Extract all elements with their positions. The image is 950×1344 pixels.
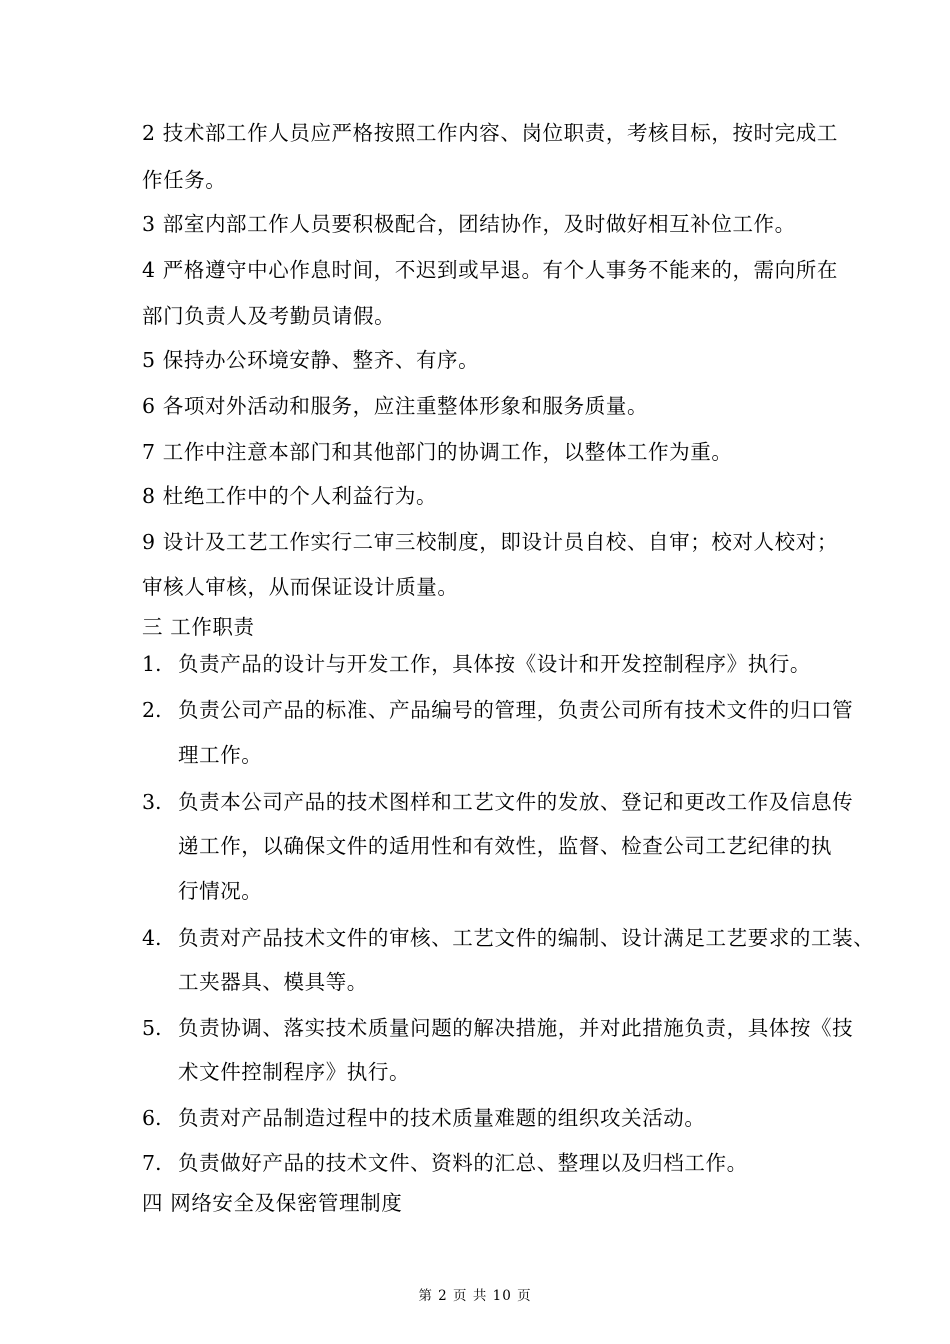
rule-4-line-2: 部门负责人及考勤员请假。: [142, 304, 396, 328]
rule-9-line-1: 9 设计及工艺工作实行二审三校制度，即设计员自校、自审；校对人校对；: [142, 530, 838, 554]
rule-2-line-2: 作任务。: [142, 168, 227, 192]
duty-3-line-2: 递工作，以确保文件的适用性和有效性，监督、检查公司工艺纪律的执: [178, 834, 833, 858]
duty-4-line-1: 负责对产品技术文件的审核、工艺文件的编制、设计满足工艺要求的工装、: [178, 926, 875, 950]
rule-9-line-2: 审核人审核，从而保证设计质量。: [142, 575, 459, 599]
duty-3-line-3: 行情况。: [178, 879, 263, 903]
rule-3: 3 部室内部工作人员要积极配合，团结协作，及时做好相互补位工作。: [142, 212, 796, 236]
duty-1-number: 1.: [142, 652, 162, 676]
rule-7: 7 工作中注意本部门和其他部门的协调工作，以整体工作为重。: [142, 440, 733, 464]
rule-2-line-1: 2 技术部工作人员应严格按照工作内容、岗位职责，考核目标，按时完成工: [142, 121, 838, 145]
duty-2-line-1: 负责公司产品的标准、产品编号的管理，负责公司所有技术文件的归口管: [178, 698, 854, 722]
duty-3-line-1: 负责本公司产品的技术图样和工艺文件的发放、登记和更改工作及信息传: [178, 790, 854, 814]
duty-3-number: 3.: [142, 790, 162, 814]
duty-4-line-2: 工夹器具、模具等。: [178, 970, 368, 994]
duty-7-number: 7.: [142, 1151, 162, 1175]
duty-5-number: 5.: [142, 1016, 162, 1040]
duty-4-number: 4.: [142, 926, 162, 950]
section-3-heading: 三 工作职责: [142, 615, 255, 639]
duty-2-line-2: 理工作。: [178, 743, 263, 767]
duty-5-line-1: 负责协调、落实技术质量问题的解决措施，并对此措施负责，具体按《技: [178, 1016, 854, 1040]
rule-8: 8 杜绝工作中的个人利益行为。: [142, 484, 438, 508]
duty-2-number: 2.: [142, 698, 162, 722]
duty-6-number: 6.: [142, 1106, 162, 1130]
duty-6-line-1: 负责对产品制造过程中的技术质量难题的组织攻关活动。: [178, 1106, 706, 1130]
duty-5-line-2: 术文件控制程序》执行。: [178, 1060, 411, 1084]
duty-1-line-1: 负责产品的设计与开发工作，具体按《设计和开发控制程序》执行。: [178, 652, 811, 676]
duty-7-line-1: 负责做好产品的技术文件、资料的汇总、整理以及归档工作。: [178, 1151, 748, 1175]
page-footer: 第 2 页 共 10 页: [418, 1288, 532, 1304]
rule-6: 6 各项对外活动和服务，应注重整体形象和服务质量。: [142, 394, 649, 418]
rule-5: 5 保持办公环境安静、整齐、有序。: [142, 348, 480, 372]
section-4-heading: 四 网络安全及保密管理制度: [142, 1191, 403, 1215]
rule-4-line-1: 4 严格遵守中心作息时间，不迟到或早退。有个人事务不能来的，需向所在: [142, 258, 838, 282]
